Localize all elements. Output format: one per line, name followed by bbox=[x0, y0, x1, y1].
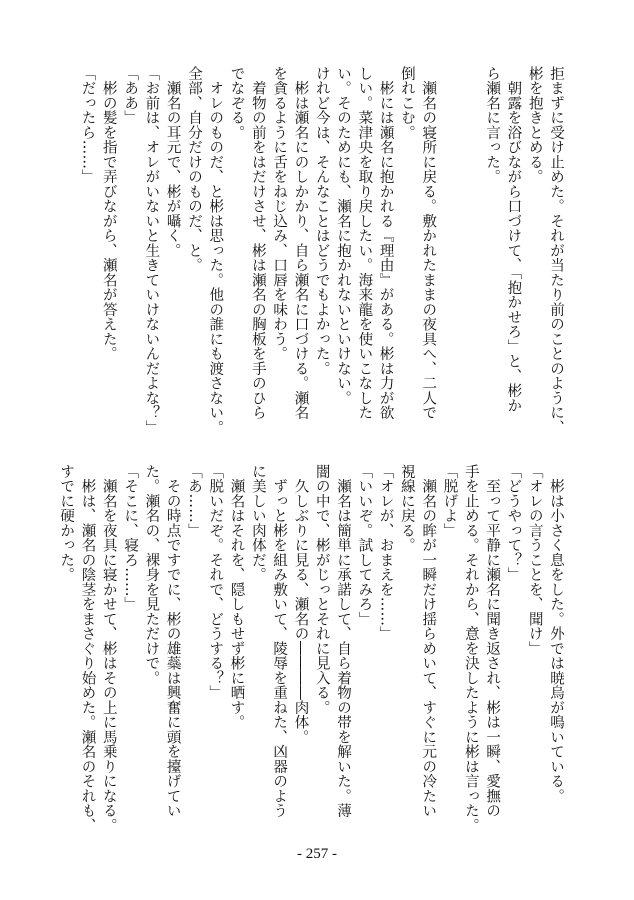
text-column: 瀬名はそれを、隠しもせず彬に晒す。 bbox=[228, 464, 245, 730]
text-column: 「あ……」 bbox=[185, 464, 202, 538]
text-column: 彬は、瀬名の陰茎をまさぐり始めた。瀬名のそれも、 bbox=[79, 464, 96, 833]
text-column: 倒れこむ。 bbox=[398, 66, 415, 140]
text-column: い。そのためにも、瀬名に抱かれないといけない。 bbox=[335, 66, 352, 406]
page-number: - 257 - bbox=[297, 846, 337, 862]
text-column: 瀬名の耳元で、彬が囁く。 bbox=[164, 66, 181, 258]
text-column: ら瀬名に言った。 bbox=[484, 66, 501, 184]
text-column: 「脱いだぞ。それで、どうする？」 bbox=[207, 464, 224, 700]
text-column: 彬を抱きとめる。 bbox=[526, 66, 543, 184]
text-column: 「お前は、オレがいないと生きていけないんだよな？」 bbox=[143, 66, 160, 435]
text-column bbox=[460, 66, 481, 444]
text-column: 瀬名を夜具に寝かせて、彬はその上に馬乗りになる。 bbox=[100, 464, 117, 833]
text-column: 「いいぞ。試してみろ」 bbox=[356, 464, 373, 627]
text-column: 久しぶりに見る、瀬名の――――肉体。 bbox=[292, 464, 309, 745]
text-column: 「そこに、寝ろ……」 bbox=[122, 464, 139, 612]
text-column: 瀬名の寝所に戻る。敷かれたままの夜具へ、二人で bbox=[420, 66, 437, 420]
text-column: 彬は小さく息をした。外では暁烏が鳴いている。 bbox=[548, 464, 564, 804]
text-column: 「オレの言うことを、聞け」 bbox=[526, 464, 543, 656]
text-column: 着物の前をはだけさせ、彬は瀬名の胸板を手のひら bbox=[249, 66, 266, 420]
text-column: 手を止める。それから、意を決したように彬は言った。 bbox=[462, 464, 479, 833]
text-block-bottom bbox=[46, 464, 566, 842]
text-column: 至って平静に瀬名に聞き返され、彬は一瞬、愛撫の bbox=[484, 464, 501, 818]
text-column: しい。菜津央を取り戻したい。海来龍を使いこなした bbox=[356, 66, 373, 420]
text-column bbox=[438, 66, 459, 444]
text-column: を貪るように舌をねじ込み、口唇を味わう。 bbox=[271, 66, 288, 361]
text-column: 視線に戻る。 bbox=[398, 464, 415, 553]
text-column: 「脱げよ」 bbox=[441, 464, 458, 538]
text-column: すでに硬かった。 bbox=[58, 464, 75, 582]
text-column: 全部、自分だけのものだ、と。 bbox=[185, 66, 202, 273]
text-column: 彬の髪を指で弄びながら、瀬名が答えた。 bbox=[100, 66, 117, 361]
text-column: 拒まずに受け止めた。それが当たり前のことのように、 bbox=[548, 66, 564, 435]
text-column: 「オレが、おまえを……」 bbox=[377, 464, 394, 641]
text-column: ずっと彬を組み敷いて、陵辱を重ねた、凶器のよう bbox=[271, 464, 288, 818]
text-column: けれど今は、そんなことはどうでもよかった。 bbox=[313, 66, 330, 376]
text-column: でなぞる。 bbox=[228, 66, 245, 140]
text-column: オレのものだ、と彬は思った。他の誰にも渡さない。 bbox=[207, 66, 224, 435]
text-column: 瀬名は簡単に承諾して、自ら着物の帯を解いた。薄 bbox=[335, 464, 352, 818]
text-column: 「どうやって？」 bbox=[505, 464, 522, 582]
text-column: 闇の中で、彬がじっとそれに見入る。 bbox=[313, 464, 330, 715]
text-column: 彬には瀬名に抱かれる『理由』がある。彬は力が欲 bbox=[377, 66, 394, 420]
text-column: 「ああ」 bbox=[122, 66, 139, 125]
text-column: 朝露を浴びながら口づけて、「抱かせろ」と、彬か bbox=[505, 66, 522, 413]
text-column: 彬は瀬名にのしかかり、自ら瀬名に口づける。瀬名 bbox=[292, 66, 309, 420]
text-block-top bbox=[46, 66, 566, 444]
text-column: その時点ですでに、彬の雄蘂は興奮に頭を擡げてい bbox=[164, 464, 181, 818]
text-column: た。瀬名の、裸身を見ただけで。 bbox=[143, 464, 160, 686]
text-column: 「だったら……」 bbox=[79, 66, 96, 184]
text-column: 瀬名の眸が一瞬だけ揺らめいて、すぐに元の冷たい bbox=[420, 464, 437, 818]
text-column: に美しい肉体だ。 bbox=[249, 464, 266, 582]
